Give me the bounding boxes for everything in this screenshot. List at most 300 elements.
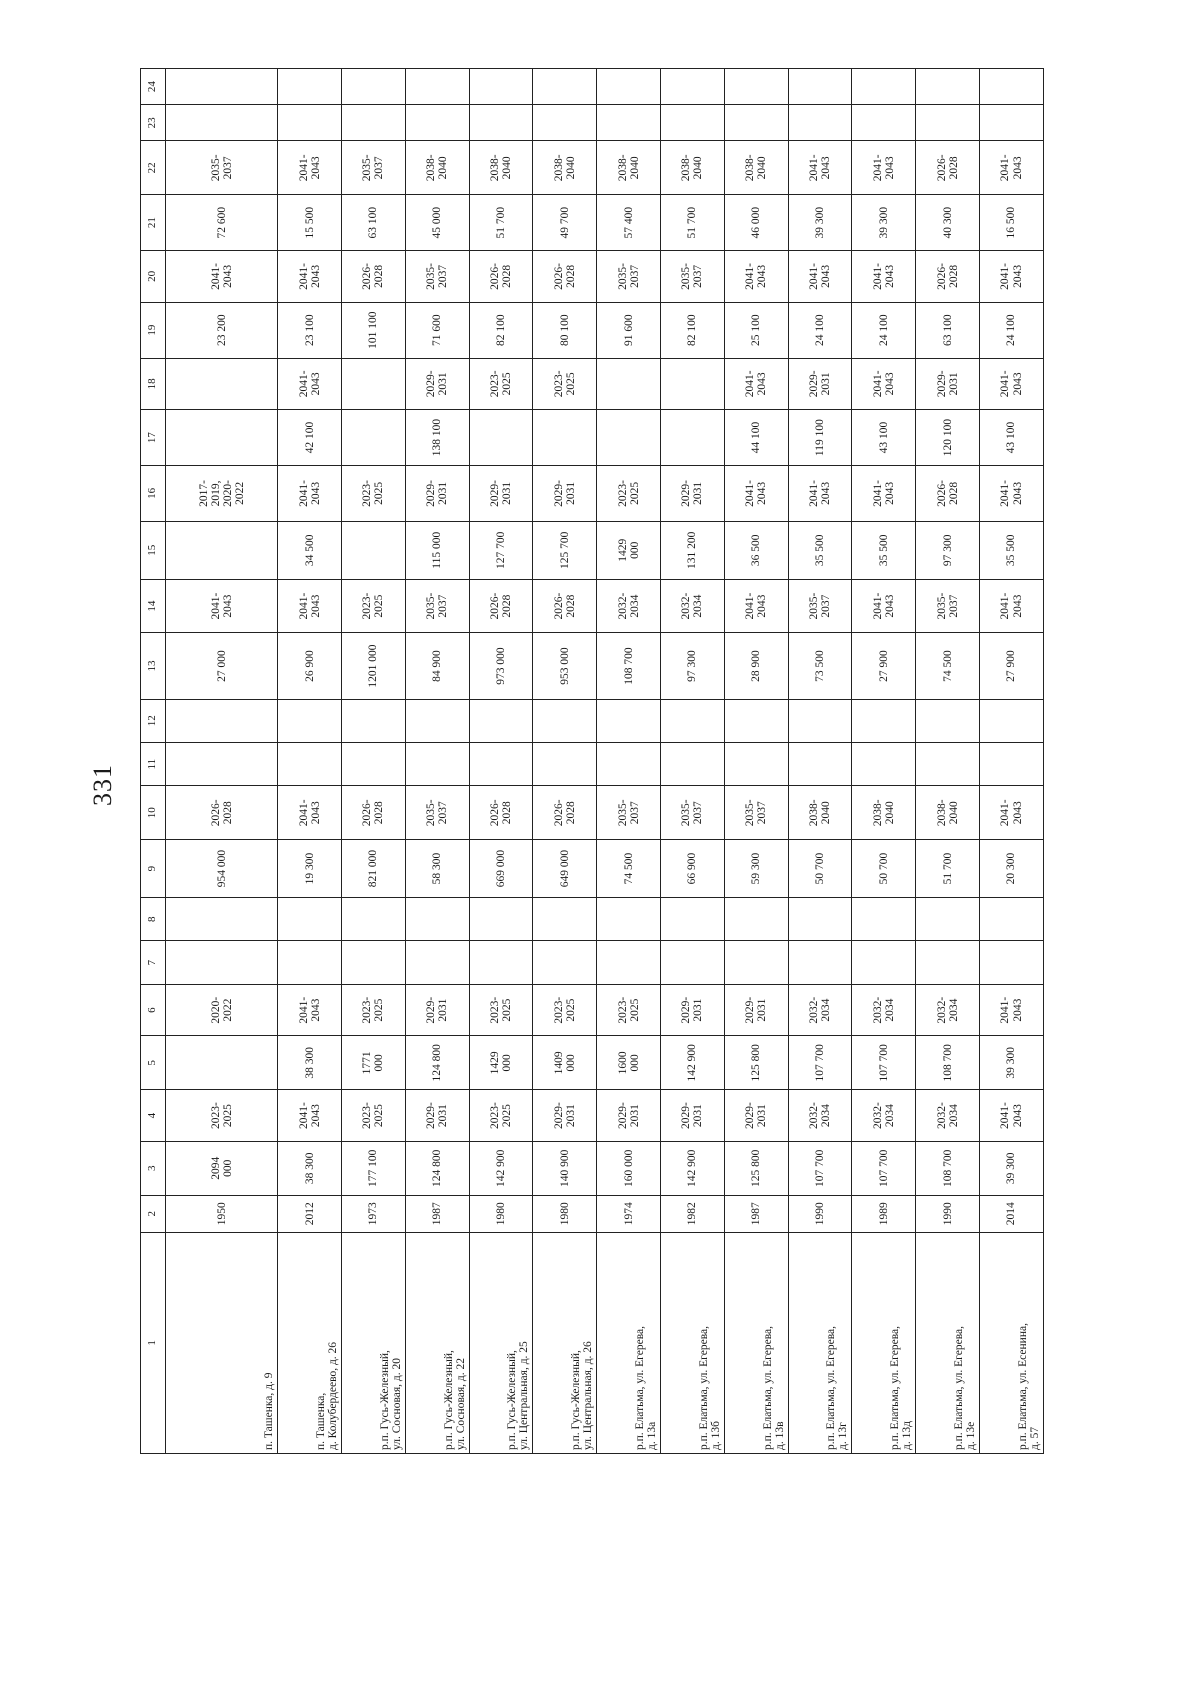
table-cell: 2041- 2043: [278, 466, 342, 522]
table-cell: [278, 699, 342, 742]
table-cell: [597, 410, 661, 466]
table-cell: 74 500: [916, 633, 980, 699]
table-cell: 39 300: [788, 195, 852, 251]
table-cell: 2038- 2040: [788, 786, 852, 840]
address-cell: р.п. Елатьма, ул. Егерева, д. 13а: [597, 1232, 661, 1453]
table-cell: 2029- 2031: [405, 1090, 469, 1142]
table-cell: 2026- 2028: [469, 251, 533, 303]
table-cell: 2023- 2025: [342, 984, 406, 1036]
table-cell: 2041- 2043: [980, 984, 1044, 1036]
table-cell: 2035- 2037: [342, 141, 406, 195]
table-cell: [166, 521, 278, 579]
table-cell: 2023- 2025: [597, 466, 661, 522]
table-cell: 2032- 2034: [597, 579, 661, 633]
table-cell: [661, 941, 725, 984]
address-cell: р.п. Гусь-Железный, ул. Сосновая, д. 20: [342, 1232, 406, 1453]
table-row: [852, 69, 916, 1454]
table-cell: 140 900: [533, 1141, 597, 1195]
table-cell: [533, 105, 597, 141]
table-cell: 84 900: [405, 633, 469, 699]
table-cell: 1987: [405, 1195, 469, 1232]
table-cell: [342, 410, 406, 466]
table-cell: 2035- 2037: [405, 579, 469, 633]
table-cell: 108 700: [597, 633, 661, 699]
table-cell: 2041- 2043: [724, 579, 788, 633]
table-cell: [788, 69, 852, 105]
table-cell: 107 700: [788, 1141, 852, 1195]
table-cell: 138 100: [405, 410, 469, 466]
table-cell: [597, 358, 661, 410]
table-cell: 2041- 2043: [980, 466, 1044, 522]
table-cell: 42 100: [278, 410, 342, 466]
table-cell: 2020- 2022: [166, 984, 278, 1036]
table-cell: [166, 69, 278, 105]
table-cell: 160 000: [597, 1141, 661, 1195]
table-cell: 38 300: [278, 1036, 342, 1090]
table-cell: 1600 000: [597, 1036, 661, 1090]
column-number-5: 5: [141, 1036, 166, 1090]
rotated-sheet: [140, 68, 1044, 1454]
table-cell: 1974: [597, 1195, 661, 1232]
table-cell: [852, 699, 916, 742]
table-cell: 50 700: [852, 840, 916, 898]
table-cell: 2029- 2031: [405, 358, 469, 410]
table-cell: 2041- 2043: [852, 579, 916, 633]
table-cell: [724, 898, 788, 941]
column-number-10: 10: [141, 786, 166, 840]
table-cell: 51 700: [916, 840, 980, 898]
table-cell: 2041- 2043: [724, 251, 788, 303]
table-cell: 125 800: [724, 1036, 788, 1090]
address-cell: р.п. Елатьма, ул. Егерева, д. 13д: [852, 1232, 916, 1453]
table-cell: 2023- 2025: [469, 1090, 533, 1142]
table-cell: [661, 105, 725, 141]
table-cell: [661, 69, 725, 105]
address-cell: р.п. Елатьма, ул. Егерева, д. 13б: [661, 1232, 725, 1453]
table-cell: 2041- 2043: [788, 141, 852, 195]
table-cell: 2041- 2043: [724, 466, 788, 522]
table-row: [166, 69, 278, 1454]
table-cell: 82 100: [661, 302, 725, 358]
table-cell: [469, 742, 533, 785]
table-cell: 57 400: [597, 195, 661, 251]
table-row: [916, 69, 980, 1454]
column-number-12: 12: [141, 699, 166, 742]
table-cell: [342, 898, 406, 941]
table-cell: 2026- 2028: [533, 786, 597, 840]
table-cell: 2041- 2043: [980, 358, 1044, 410]
table-cell: 2026- 2028: [342, 786, 406, 840]
table-cell: [724, 941, 788, 984]
table-cell: 38 300: [278, 1141, 342, 1195]
column-number-3: 3: [141, 1141, 166, 1195]
table-cell: [342, 69, 406, 105]
table-cell: 107 700: [788, 1036, 852, 1090]
table-cell: 1987: [724, 1195, 788, 1232]
table-cell: 2023- 2025: [342, 579, 406, 633]
table-cell: [278, 69, 342, 105]
table-cell: 1429 000: [469, 1036, 533, 1090]
table-cell: 2041- 2043: [980, 786, 1044, 840]
table-cell: [405, 941, 469, 984]
table-cell: 2035- 2037: [724, 786, 788, 840]
table-cell: 2041- 2043: [166, 579, 278, 633]
table-cell: [278, 105, 342, 141]
table-cell: [788, 742, 852, 785]
table-cell: 2026- 2028: [469, 786, 533, 840]
table-cell: 1980: [533, 1195, 597, 1232]
table-cell: [724, 105, 788, 141]
table-cell: [342, 742, 406, 785]
column-number-4: 4: [141, 1090, 166, 1142]
table-cell: 2029- 2031: [533, 466, 597, 522]
table-cell: 2029- 2031: [405, 466, 469, 522]
table-cell: 107 700: [852, 1141, 916, 1195]
table-cell: 2023- 2025: [597, 984, 661, 1036]
table-cell: 2038- 2040: [724, 141, 788, 195]
column-number-row: [141, 69, 166, 1454]
table-cell: 2041- 2043: [788, 251, 852, 303]
table-cell: [342, 358, 406, 410]
table-cell: [916, 941, 980, 984]
table-cell: 28 900: [724, 633, 788, 699]
table-cell: 120 100: [916, 410, 980, 466]
table-cell: [661, 358, 725, 410]
column-number-15: 15: [141, 521, 166, 579]
table-cell: 80 100: [533, 302, 597, 358]
table-cell: 43 100: [852, 410, 916, 466]
table-cell: 2023- 2025: [469, 358, 533, 410]
table-cell: [278, 742, 342, 785]
column-number-17: 17: [141, 410, 166, 466]
table-row: [788, 69, 852, 1454]
table-cell: 1989: [852, 1195, 916, 1232]
table-cell: 2041- 2043: [980, 1090, 1044, 1142]
table-cell: [342, 521, 406, 579]
table-cell: 27 900: [852, 633, 916, 699]
table-cell: [405, 742, 469, 785]
table-cell: 2026- 2028: [916, 251, 980, 303]
address-cell: п. Ташенка, д. Колубердеево, д. 26: [278, 1232, 342, 1453]
table-cell: 23 100: [278, 302, 342, 358]
table-cell: 2029- 2031: [597, 1090, 661, 1142]
table-container: [140, 68, 1044, 1454]
table-cell: 2029- 2031: [661, 984, 725, 1036]
table-cell: 131 200: [661, 521, 725, 579]
table-cell: 2041- 2043: [278, 141, 342, 195]
table-cell: 66 900: [661, 840, 725, 898]
column-number-24: 24: [141, 69, 166, 105]
table-cell: 23 200: [166, 302, 278, 358]
table-cell: 2041- 2043: [724, 358, 788, 410]
table-cell: 2029- 2031: [724, 984, 788, 1036]
table-cell: 2032- 2034: [788, 984, 852, 1036]
table-cell: 2041- 2043: [278, 984, 342, 1036]
table-cell: [469, 410, 533, 466]
table-cell: 2023- 2025: [166, 1090, 278, 1142]
page-number: 331: [88, 764, 117, 806]
table-cell: 2038- 2040: [469, 141, 533, 195]
table-cell: [597, 941, 661, 984]
table-cell: 2029- 2031: [661, 1090, 725, 1142]
table-cell: 142 900: [661, 1141, 725, 1195]
table-cell: 2026- 2028: [533, 251, 597, 303]
table-cell: [166, 358, 278, 410]
table-cell: [597, 69, 661, 105]
table-cell: 26 900: [278, 633, 342, 699]
table-cell: [916, 898, 980, 941]
column-number-22: 22: [141, 141, 166, 195]
table-cell: 39 300: [980, 1036, 1044, 1090]
table-cell: 45 000: [405, 195, 469, 251]
table-cell: 2038- 2040: [916, 786, 980, 840]
table-row: [661, 69, 725, 1454]
table-cell: [166, 410, 278, 466]
column-number-20: 20: [141, 251, 166, 303]
table-cell: 2029- 2031: [533, 1090, 597, 1142]
table-cell: 73 500: [788, 633, 852, 699]
table-cell: [405, 699, 469, 742]
table-row: [278, 69, 342, 1454]
column-number-2: 2: [141, 1195, 166, 1232]
table-cell: 2023- 2025: [533, 358, 597, 410]
table-cell: 20 300: [980, 840, 1044, 898]
table-cell: [597, 105, 661, 141]
table-cell: 35 500: [852, 521, 916, 579]
table-cell: [166, 898, 278, 941]
table-cell: [724, 742, 788, 785]
table-cell: [533, 69, 597, 105]
table-cell: 2032- 2034: [852, 984, 916, 1036]
table-cell: [469, 105, 533, 141]
column-number-6: 6: [141, 984, 166, 1036]
table-cell: [533, 410, 597, 466]
column-number-18: 18: [141, 358, 166, 410]
table-cell: 1771 000: [342, 1036, 406, 1090]
table-cell: [852, 941, 916, 984]
table-cell: 71 600: [405, 302, 469, 358]
table-row: [405, 69, 469, 1454]
table-cell: 15 500: [278, 195, 342, 251]
address-cell: р.п. Елатьма, ул. Егерева, д. 13е: [916, 1232, 980, 1453]
table-row: [980, 69, 1044, 1454]
table-cell: 19 300: [278, 840, 342, 898]
table-cell: 2094 000: [166, 1141, 278, 1195]
table-cell: 34 500: [278, 521, 342, 579]
table-cell: [916, 105, 980, 141]
column-number-1: 1: [141, 1232, 166, 1453]
table-cell: 108 700: [916, 1036, 980, 1090]
table-cell: 125 700: [533, 521, 597, 579]
table-cell: [916, 742, 980, 785]
table-cell: 50 700: [788, 840, 852, 898]
table-cell: 142 900: [661, 1036, 725, 1090]
table-cell: 36 500: [724, 521, 788, 579]
table-cell: 2041- 2043: [278, 358, 342, 410]
table-cell: 72 600: [166, 195, 278, 251]
table-cell: [852, 742, 916, 785]
column-number-13: 13: [141, 633, 166, 699]
table-cell: 2041- 2043: [278, 579, 342, 633]
table-cell: 27 000: [166, 633, 278, 699]
table-cell: 59 300: [724, 840, 788, 898]
capital-repair-table: [140, 68, 1044, 1454]
table-cell: 115 000: [405, 521, 469, 579]
table-cell: 39 300: [852, 195, 916, 251]
table-cell: 2038- 2040: [597, 141, 661, 195]
table-cell: 91 600: [597, 302, 661, 358]
table-cell: 97 300: [661, 633, 725, 699]
table-cell: 35 500: [788, 521, 852, 579]
table-cell: 2041- 2043: [788, 466, 852, 522]
table-cell: [533, 699, 597, 742]
table-cell: [342, 105, 406, 141]
table-cell: 49 700: [533, 195, 597, 251]
table-cell: 954 000: [166, 840, 278, 898]
table-cell: [852, 105, 916, 141]
table-cell: 2035- 2037: [597, 786, 661, 840]
table-cell: 16 500: [980, 195, 1044, 251]
table-cell: [533, 941, 597, 984]
table-row: [597, 69, 661, 1454]
table-cell: 953 000: [533, 633, 597, 699]
table-cell: 1980: [469, 1195, 533, 1232]
table-cell: 125 800: [724, 1141, 788, 1195]
table-cell: 2029- 2031: [469, 466, 533, 522]
table-cell: 2017- 2019, 2020- 2022: [166, 466, 278, 522]
table-cell: 2029- 2031: [788, 358, 852, 410]
column-number-16: 16: [141, 466, 166, 522]
table-cell: [980, 105, 1044, 141]
table-cell: [278, 941, 342, 984]
address-cell: р.п. Елатьма, ул. Егерева, д. 13в: [724, 1232, 788, 1453]
table-cell: 27 900: [980, 633, 1044, 699]
table-cell: [661, 898, 725, 941]
table-cell: [469, 898, 533, 941]
table-cell: 2023- 2025: [342, 466, 406, 522]
address-cell: р.п. Гусь-Железный, ул. Центральная, д. 26: [533, 1232, 597, 1453]
table-cell: [469, 699, 533, 742]
table-cell: [661, 699, 725, 742]
table-cell: 2041- 2043: [278, 1090, 342, 1142]
table-cell: [342, 941, 406, 984]
table-cell: [852, 69, 916, 105]
table-cell: 2035- 2037: [405, 251, 469, 303]
table-cell: 2041- 2043: [852, 358, 916, 410]
table-cell: 97 300: [916, 521, 980, 579]
table-cell: 2041- 2043: [278, 251, 342, 303]
table-cell: 2041- 2043: [852, 466, 916, 522]
table-cell: 2026- 2028: [166, 786, 278, 840]
table-cell: [661, 742, 725, 785]
table-cell: 2041- 2043: [980, 579, 1044, 633]
address-cell: р.п. Гусь-Железный, ул. Центральная, д. 25: [469, 1232, 533, 1453]
table-row: [533, 69, 597, 1454]
table-cell: 2029- 2031: [916, 358, 980, 410]
column-number-7: 7: [141, 941, 166, 984]
address-cell: р.п. Елатьма, ул. Егерева, д. 13г: [788, 1232, 852, 1453]
table-row: [469, 69, 533, 1454]
table-cell: [405, 105, 469, 141]
table-cell: [597, 699, 661, 742]
table-cell: [469, 941, 533, 984]
table-cell: 2023- 2025: [469, 984, 533, 1036]
table-cell: 2012: [278, 1195, 342, 1232]
table-cell: 973 000: [469, 633, 533, 699]
table-cell: 2038- 2040: [533, 141, 597, 195]
table-cell: 101 100: [342, 302, 406, 358]
table-cell: 124 800: [405, 1036, 469, 1090]
table-cell: 24 100: [788, 302, 852, 358]
table-cell: 2035- 2037: [166, 141, 278, 195]
table-cell: 63 100: [916, 302, 980, 358]
table-cell: 2026- 2028: [342, 251, 406, 303]
table-cell: [405, 898, 469, 941]
table-cell: [597, 898, 661, 941]
table-cell: [166, 699, 278, 742]
table-cell: 2026- 2028: [916, 141, 980, 195]
table-cell: 821 000: [342, 840, 406, 898]
table-cell: 43 100: [980, 410, 1044, 466]
table-cell: 2041- 2043: [852, 141, 916, 195]
table-cell: 2023- 2025: [533, 984, 597, 1036]
table-cell: 2029- 2031: [661, 466, 725, 522]
table-cell: 24 100: [980, 302, 1044, 358]
table-cell: 2035- 2037: [661, 251, 725, 303]
address-cell: р.п. Елатьма, ул. Есенина, д. 57: [980, 1232, 1044, 1453]
table-cell: 74 500: [597, 840, 661, 898]
table-row: [724, 69, 788, 1454]
table-cell: 46 000: [724, 195, 788, 251]
table-cell: 63 100: [342, 195, 406, 251]
table-cell: 2014: [980, 1195, 1044, 1232]
table-cell: [916, 699, 980, 742]
table-cell: [469, 69, 533, 105]
table-cell: 2029- 2031: [405, 984, 469, 1036]
table-cell: [788, 699, 852, 742]
table-cell: 82 100: [469, 302, 533, 358]
table-cell: [278, 898, 342, 941]
table-cell: 2032- 2034: [916, 1090, 980, 1142]
table-cell: 25 100: [724, 302, 788, 358]
table-cell: 2038- 2040: [661, 141, 725, 195]
table-cell: 127 700: [469, 521, 533, 579]
table-cell: [166, 742, 278, 785]
table-cell: [788, 105, 852, 141]
table-cell: 1429 000: [597, 521, 661, 579]
table-cell: 2041- 2043: [278, 786, 342, 840]
table-cell: 2032- 2034: [661, 579, 725, 633]
table-cell: [533, 898, 597, 941]
table-cell: [597, 742, 661, 785]
table-cell: 58 300: [405, 840, 469, 898]
column-number-19: 19: [141, 302, 166, 358]
table-cell: [788, 941, 852, 984]
table-cell: [166, 1036, 278, 1090]
table-cell: 1982: [661, 1195, 725, 1232]
table-cell: 2041- 2043: [852, 251, 916, 303]
table-cell: 2041- 2043: [980, 251, 1044, 303]
table-cell: 51 700: [469, 195, 533, 251]
table-cell: [405, 69, 469, 105]
table-cell: [533, 742, 597, 785]
table-cell: [724, 69, 788, 105]
column-number-9: 9: [141, 840, 166, 898]
column-number-21: 21: [141, 195, 166, 251]
table-cell: 649 000: [533, 840, 597, 898]
table-cell: 2038- 2040: [852, 786, 916, 840]
table-cell: 107 700: [852, 1036, 916, 1090]
